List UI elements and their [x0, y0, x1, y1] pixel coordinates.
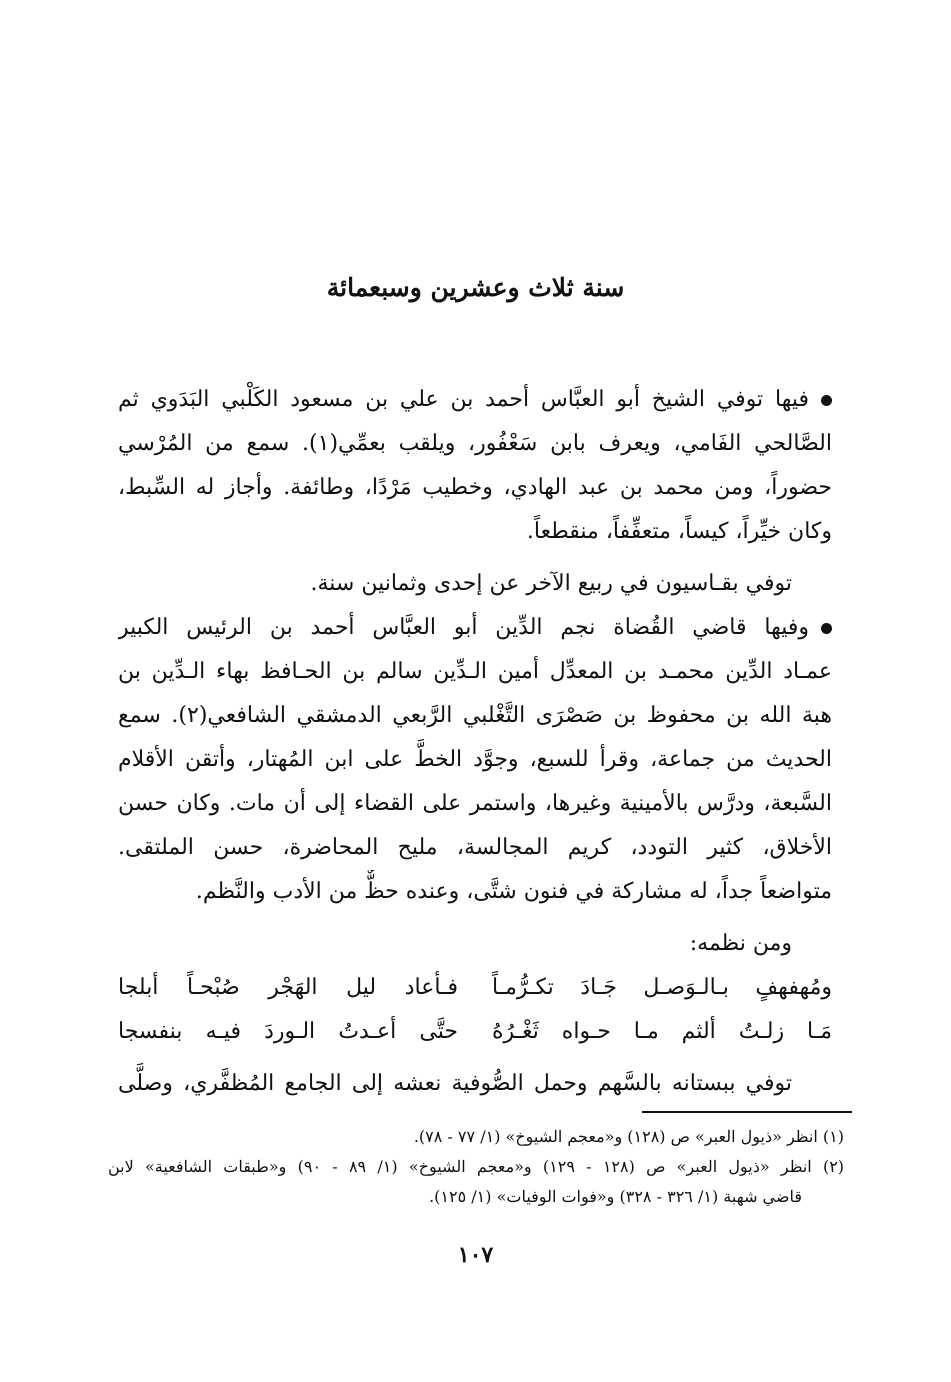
entry2-line-2: عمـاد الدِّين محمـد بن المعدِّل أمين الـدِّين سالم بن الحـافظ بهاء الـدِّين بن — [118, 659, 832, 684]
entry2-line-4: الحديث من جماعة، وقرأ للسبع، وجوَّد الخطَّ على ابن المُهتار، وأتقن الأقلام — [118, 747, 832, 772]
verse-1-second-hemistich: فـأعاد ليل الهَجْر صُبْحـاً أبلجا — [118, 975, 458, 1000]
footnotes — [108, 1122, 844, 1212]
verse-2-second-hemistich: حتَّى أعـدتُ الـوردَ فيـه بنفسجا — [118, 1019, 458, 1044]
entry2-line-7: متواضعاً جداً، له مشاركة في فنون شتَّى، وعنده حظٌّ من الأدب والنَّظم. — [195, 879, 832, 904]
page-number: ١٠٧ — [457, 1242, 494, 1268]
footnote-2-line-2: قاضي شهبة (١/ ٣٢٦ - ٣٢٨) و«فوات الوفيات» (١/ ١٢٥). — [429, 1187, 802, 1206]
entry1-line-4: وكان خيِّراً، كيساً، متعفِّفاً، منقطعاً. — [526, 519, 832, 544]
footnote-divider — [642, 1111, 852, 1113]
verse-2-first-hemistich: مَـا زلـتُ ألثم مـا حـواه ثَغْـرُهُ — [492, 1019, 832, 1044]
entry1-line-3: حضوراً، ومن محمد بن عبد الهادي، وخطيب مَرْدًا، وطائفة. وأجاز له السِّبط، — [118, 475, 832, 500]
entry2-line-5: السَّبعة، ودرَّس بالأمينية وغيرها، واستمر على القضاء إلى أن مات. وكان حسن — [118, 791, 832, 816]
poem-verse-1 — [118, 966, 832, 1010]
entry2-line-6: الأخلاق، كثير التودد، كريم المجالسة، مليح المحاضرة، حسن الملتقى. — [118, 835, 832, 860]
verse-1-first-hemistich: ومُهفهفٍ بـالـوَصـل جَـادَ تكـرُّمـاً — [492, 975, 832, 1000]
footnote-2-line-1: (٢) انظر «ذيول العبر» ص (١٢٨ - ١٢٩) و«معجم الشيوخ» (١/ ٨٩ - ٩٠) و«طبقات الشافعية» لابن — [108, 1157, 844, 1176]
entry1-line-1: فيها توفي الشيخ أبو العبَّاس أحمد بن علي بن مسعود الكَلْبي البَدَوي ثم — [118, 378, 832, 422]
entry2-death-line: توفي ببستانه بالسَّهم وحمل الصُّوفية نعشه إلى الجامع المُظفَّري، وصلَّى — [118, 1071, 792, 1096]
bullet-icon — [821, 395, 832, 406]
entry2-line-1: وفيها قاضي القُضاة نجم الدِّين أبو العبَّاس أحمد بن الرئيس الكبير — [118, 606, 832, 650]
poem-verse-2 — [118, 1010, 832, 1054]
entry2-line-3: هبة الله بن محفوظ بن صَصْرَى التَّغْلبي الرَّبعي الدمشقي الشافعي(٢). سمع — [118, 703, 832, 728]
bullet-icon — [821, 623, 832, 634]
footnote-1: (١) انظر «ذيول العبر» ص (١٢٨) و«معجم الشيوخ» (١/ ٧٧ - ٧٨). — [413, 1127, 844, 1146]
entry1-death-line: توفي بقـاسيون في ربيع الآخر عن إحدى وثمانين سنة. — [310, 571, 792, 596]
poem-intro: ومن نظمه: — [689, 931, 792, 956]
chapter-title: سنة ثلاث وعشرين وسبعمائة — [326, 273, 625, 302]
main-text — [118, 378, 832, 1106]
entry1-line-2: الصَّالحي الفَامي، ويعرف بابن سَعْفُور، ويلقب بعمِّي(١). سمع من المُرْسي — [118, 431, 832, 456]
